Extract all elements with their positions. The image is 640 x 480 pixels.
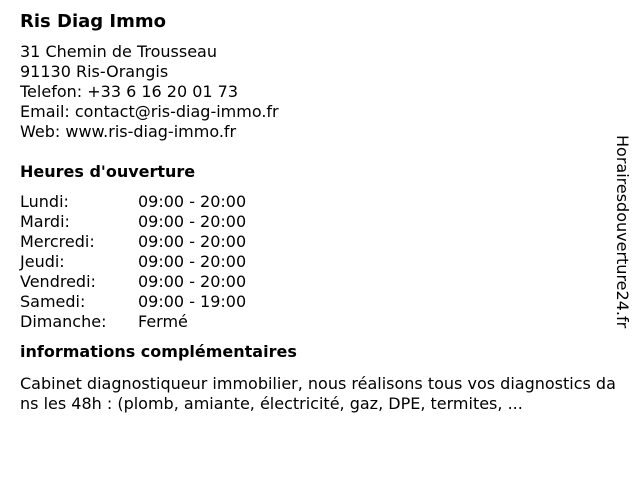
email-line: Email: contact@ris-diag-immo.fr	[20, 102, 279, 121]
info-description: Cabinet diagnostiqueur immobilier, nous réalisons tous vos diagnostics dans les 48h : (plomb, amiante, électricité, gaz, DPE, termites, ...	[20, 374, 616, 413]
hours-row-wednesday	[20, 232, 620, 252]
hours-row-saturday	[20, 292, 620, 312]
day-label: Samedi:	[20, 292, 86, 311]
address-street: 31 Chemin de Trousseau	[20, 42, 217, 61]
day-label: Lundi:	[20, 192, 69, 211]
time-range: 09:00 - 20:00	[138, 192, 247, 211]
hours-row-thursday	[20, 252, 620, 272]
day-label: Mercredi:	[20, 232, 95, 251]
business-card	[20, 10, 620, 414]
hours-row-friday	[20, 272, 620, 292]
web-line: Web: www.ris-diag-immo.fr	[20, 122, 237, 141]
hours-heading: Heures d'ouverture	[20, 162, 196, 181]
phone-line: Telefon: +33 6 16 20 01 73	[20, 82, 239, 101]
hours-row-monday	[20, 192, 620, 212]
address-city: 91130 Ris-Orangis	[20, 62, 169, 81]
time-range: 09:00 - 20:00	[138, 272, 247, 291]
hours-table	[20, 192, 620, 332]
time-range: 09:00 - 20:00	[138, 212, 247, 231]
day-label: Jeudi:	[20, 252, 65, 271]
day-label: Vendredi:	[20, 272, 96, 291]
time-range: 09:00 - 19:00	[138, 292, 247, 311]
time-range: Fermé	[138, 312, 188, 331]
time-range: 09:00 - 20:00	[138, 252, 247, 271]
hours-row-tuesday	[20, 212, 620, 232]
watermark-text: Horairesdouverture24.fr	[613, 135, 632, 329]
day-label: Dimanche:	[20, 312, 107, 331]
day-label: Mardi:	[20, 212, 70, 231]
info-heading: informations complémentaires	[20, 342, 297, 361]
hours-row-sunday	[20, 312, 620, 332]
business-name: Ris Diag Immo	[20, 11, 166, 32]
time-range: 09:00 - 20:00	[138, 232, 247, 251]
